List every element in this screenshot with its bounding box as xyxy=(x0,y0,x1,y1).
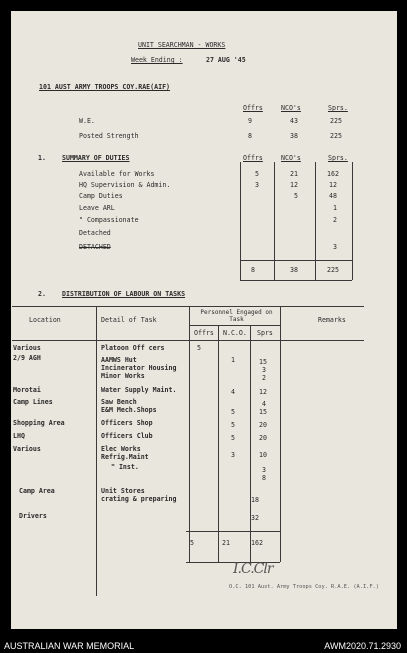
labour-detail: Incinerator Housing xyxy=(101,364,177,372)
duties-label: Camp Duties xyxy=(79,192,123,200)
signature-block: O.C. 101 Aust. Army Troops Coy. R.A.E. (A.I.F.) xyxy=(229,584,379,590)
unit-name: 101 AUST ARMY TROOPS COY.RAE(AIF) xyxy=(39,83,171,91)
week-ending-value: 27 AUG '45 xyxy=(206,56,246,64)
labour-detail: " Inst. xyxy=(111,463,139,471)
document-page xyxy=(11,11,397,629)
labour-detail: Saw Bench xyxy=(101,398,137,406)
duties-label: HQ Supervision & Admin. xyxy=(79,181,171,189)
labour-col-detail: Detail of Task xyxy=(101,316,157,324)
duties-label: Detached xyxy=(79,229,111,237)
labour-total-sprs: 162 xyxy=(251,539,263,547)
duties-bottom-line xyxy=(240,280,352,281)
labour-sprs: 10 xyxy=(259,451,267,459)
duties-grid-line xyxy=(240,162,241,280)
strength-offrs: 8 xyxy=(248,132,252,140)
labour-sprs: 3 xyxy=(262,366,266,374)
strength-offrs: 9 xyxy=(248,117,252,125)
labour-location: LHQ xyxy=(13,432,25,440)
labour-detail: E&M Mech.Shops xyxy=(101,406,157,414)
duties-label: " Compassionate xyxy=(79,216,139,224)
strength-label: W.E. xyxy=(79,117,95,125)
labour-total-ncos: 21 xyxy=(222,539,230,547)
duties-sprs: 162 xyxy=(327,170,339,178)
labour-sprs: 18 xyxy=(251,496,259,504)
duties-ncos: 12 xyxy=(290,181,298,189)
strength-sprs: 225 xyxy=(330,132,342,140)
archive-footer xyxy=(0,640,407,653)
labour-heading: DISTRIBUTION OF LABOUR ON TASKS xyxy=(62,290,186,298)
strength-col-offrs: Offrs xyxy=(243,104,263,112)
labour-col-remarks: Remarks xyxy=(318,316,346,324)
labour-col-location: Location xyxy=(29,316,61,324)
labour-ncos: 5 xyxy=(231,421,235,429)
labour-personnel-line xyxy=(189,325,280,326)
labour-grid-line xyxy=(250,325,251,562)
labour-detail: Refrig.Maint xyxy=(101,453,149,461)
duties-col-ncos: NCO's xyxy=(281,154,301,162)
duties-heading: SUMMARY OF DUTIES xyxy=(62,154,130,162)
labour-location: Camp Lines xyxy=(13,398,53,406)
duties-offrs: 5 xyxy=(255,170,259,178)
duties-ncos: 21 xyxy=(290,170,298,178)
labour-grid-line xyxy=(189,306,190,562)
labour-detail: Officers Club xyxy=(101,432,153,440)
labour-total-offrs: 5 xyxy=(190,539,194,547)
duties-total-offrs: 8 xyxy=(251,266,255,274)
week-ending-label: Week Ending : xyxy=(131,56,183,64)
duties-sprs: 48 xyxy=(329,192,337,200)
strength-label: Posted Strength xyxy=(79,132,139,140)
duties-total-ncos: 38 xyxy=(290,266,298,274)
labour-grid-line xyxy=(218,325,219,562)
labour-col-offrs: Offrs xyxy=(194,329,214,337)
labour-detail: AAMWS Hut xyxy=(101,356,137,364)
labour-detail: Platoon Off cers xyxy=(101,344,165,352)
labour-location: Various xyxy=(13,445,41,453)
footer-reference: AWM2020.71.2930 xyxy=(324,641,401,651)
duties-ncos: 5 xyxy=(294,192,298,200)
labour-detail: Unit Stores xyxy=(101,487,145,495)
labour-ncos: 3 xyxy=(231,451,235,459)
duties-label: DETACHED xyxy=(79,243,111,251)
labour-location: 2/9 AGH xyxy=(13,354,41,362)
labour-col-sprs: Sprs xyxy=(257,329,273,337)
strength-ncos: 43 xyxy=(290,117,298,125)
labour-col-ncos: N.C.O. xyxy=(223,329,247,337)
labour-location: Camp Area xyxy=(19,487,55,495)
labour-sprs: 3 xyxy=(262,466,266,474)
labour-col-personnel: Personnel Engaged on Task xyxy=(200,309,273,323)
labour-location: Drivers xyxy=(19,512,47,520)
labour-sprs: 32 xyxy=(251,514,259,522)
labour-sprs: 8 xyxy=(262,474,266,482)
labour-detail: crating & preparing xyxy=(101,495,177,503)
labour-ncos: 5 xyxy=(231,408,235,416)
labour-location: Shopping Area xyxy=(13,419,65,427)
duties-grid-line xyxy=(274,162,275,280)
labour-sprs: 20 xyxy=(259,434,267,442)
labour-detail: Minor Works xyxy=(101,372,145,380)
duties-offrs: 3 xyxy=(255,181,259,189)
labour-sprs: 12 xyxy=(259,388,267,396)
labour-sprs: 20 xyxy=(259,421,267,429)
duties-sprs: 3 xyxy=(333,243,337,251)
labour-grid-line xyxy=(96,306,97,596)
labour-detail: Water Supply Maint. xyxy=(101,386,177,394)
labour-location: Various xyxy=(13,344,41,352)
duties-total-line xyxy=(240,260,352,261)
duties-label: Available for Works xyxy=(79,170,155,178)
duties-sprs: 12 xyxy=(329,181,337,189)
duties-grid-line xyxy=(352,162,353,280)
labour-number: 2. xyxy=(38,290,46,298)
labour-total-line xyxy=(186,531,280,532)
labour-grid-line xyxy=(280,306,281,562)
labour-sprs: 15 xyxy=(259,358,267,366)
labour-offrs: 5 xyxy=(197,344,201,352)
duties-col-sprs: Sprs. xyxy=(328,154,348,162)
labour-detail: Elec Works xyxy=(101,445,141,453)
duties-grid-line xyxy=(315,162,316,280)
duties-label: Leave ARL xyxy=(79,204,115,212)
labour-detail: Officers Shop xyxy=(101,419,153,427)
duties-number: 1. xyxy=(38,154,46,162)
strength-sprs: 225 xyxy=(330,117,342,125)
labour-ncos: 5 xyxy=(231,434,235,442)
duties-sprs: 2 xyxy=(333,216,337,224)
labour-ncos: 1 xyxy=(231,356,235,364)
strength-col-ncos: NCO's xyxy=(281,104,301,112)
document-title: UNIT SEARCHMAN - WORKS xyxy=(138,41,226,49)
labour-ncos: 4 xyxy=(231,388,235,396)
strength-ncos: 38 xyxy=(290,132,298,140)
handwritten-signature: I.C.Clr xyxy=(233,561,273,577)
labour-top-line xyxy=(12,306,364,307)
duties-col-offrs: Offrs xyxy=(243,154,263,162)
labour-header-line xyxy=(12,340,364,341)
labour-sprs: 15 xyxy=(259,408,267,416)
duties-total-sprs: 225 xyxy=(327,266,339,274)
footer-institution: AUSTRALIAN WAR MEMORIAL xyxy=(4,641,135,651)
strength-col-sprs: Sprs. xyxy=(328,104,348,112)
labour-sprs: 4 xyxy=(262,400,266,408)
duties-sprs: 1 xyxy=(333,204,337,212)
labour-location: Morotai xyxy=(13,386,41,394)
labour-sprs: 2 xyxy=(262,374,266,382)
